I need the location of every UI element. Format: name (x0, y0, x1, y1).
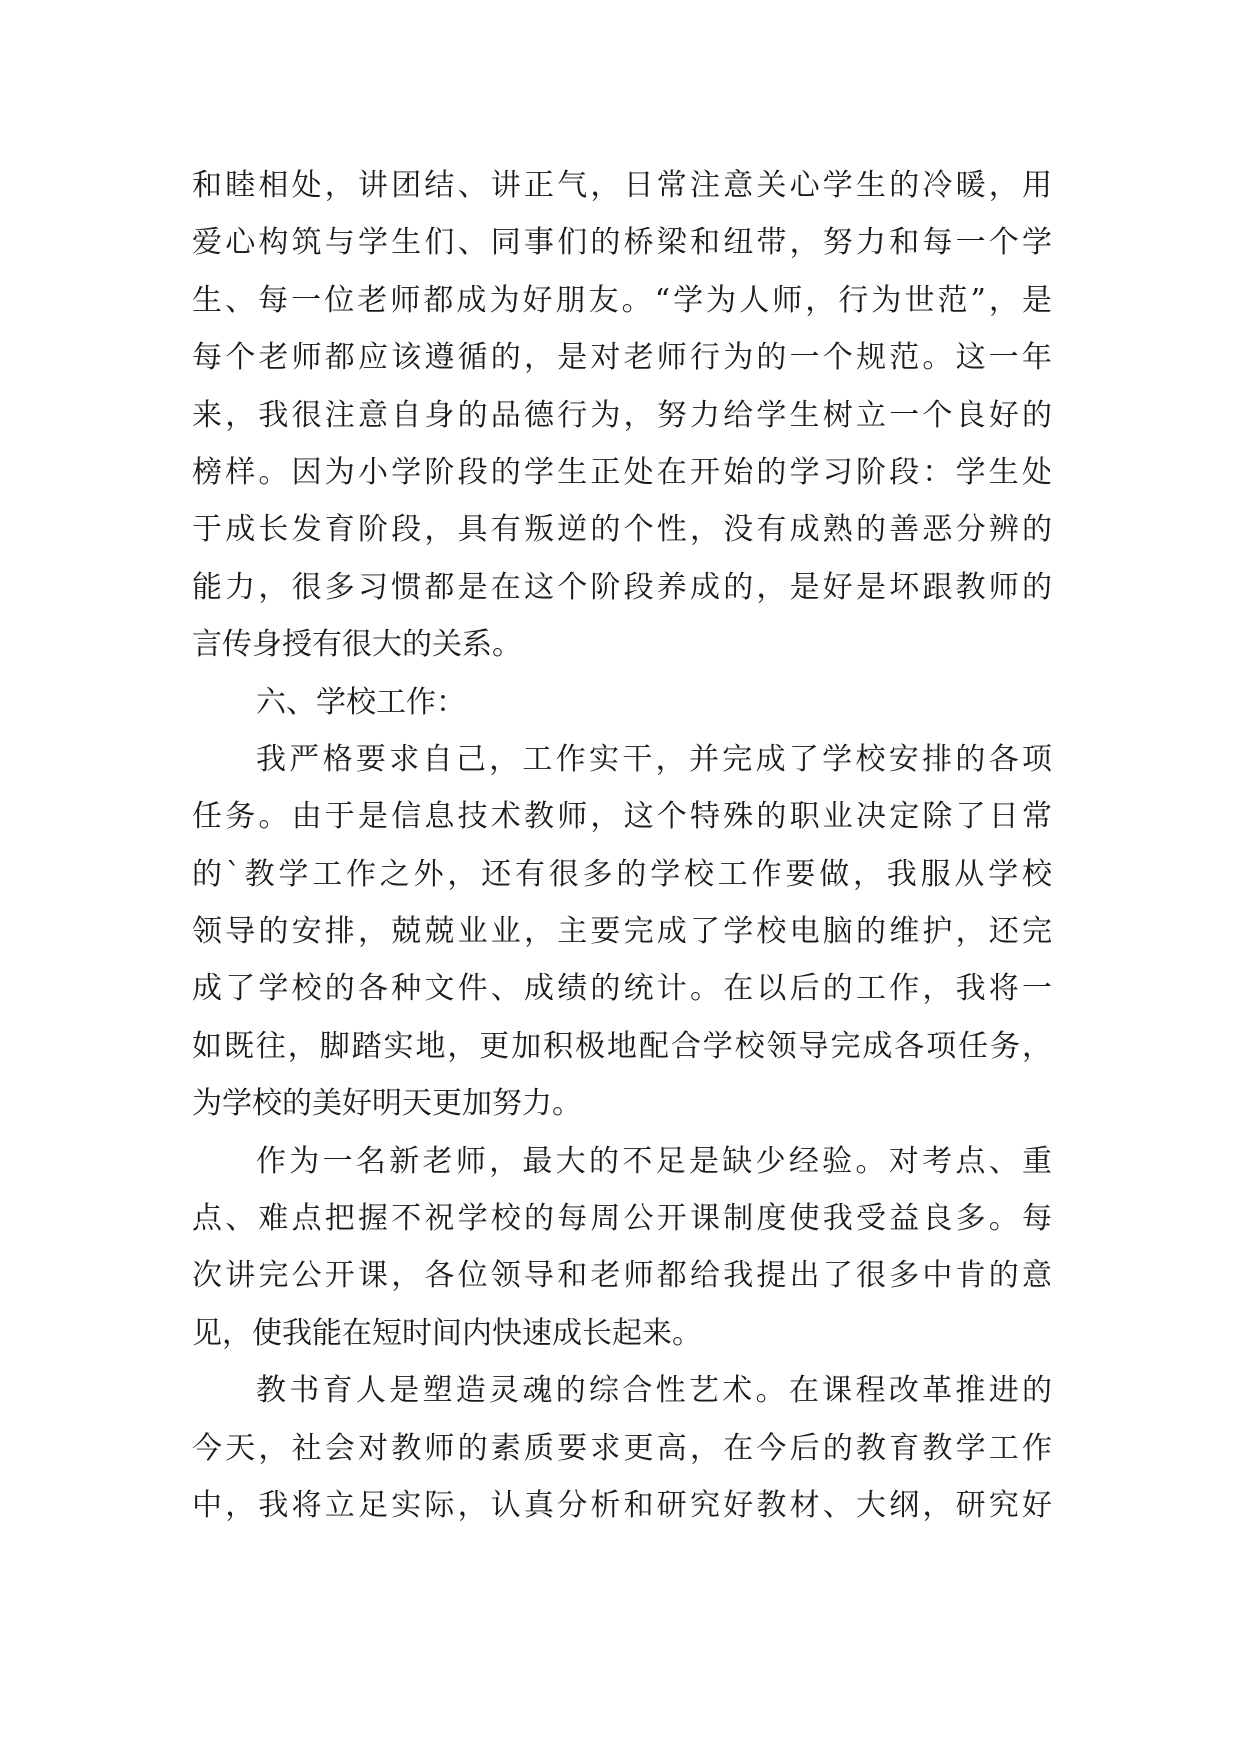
text-line: 任务。由于是信息技术教师，这个特殊的职业决定除了日常 (192, 799, 1052, 835)
document-body (192, 157, 1052, 1534)
text-line: 生、每一位老师都成为好朋友。“学为人师，行为世范”，是 (192, 282, 1052, 318)
text-line: 领导的安排，兢兢业业，主要完成了学校电脑的维护，还完 (192, 914, 1052, 950)
text-line: 于成长发育阶段，具有叛逆的个性，没有成熟的善恶分辨的 (192, 512, 1052, 548)
text-line: 的`教学工作之外，还有很多的学校工作要做，我服从学校 (192, 856, 1052, 892)
text-line: 如既往，脚踏实地，更加积极地配合学校领导完成各项任务， (192, 1028, 1052, 1064)
text-line: 为学校的美好明天更加努力。 (192, 1086, 582, 1122)
text-line: 爱心构筑与学生们、同事们的桥梁和纽带，努力和每一个学 (192, 225, 1052, 261)
text-line: 和睦相处，讲团结、讲正气，日常注意关心学生的冷暖，用 (192, 168, 1052, 203)
text-line: 作为一名新老师，最大的不足是缺少经验。对考点、重 (256, 1143, 1052, 1179)
text-line: 我严格要求自己，工作实干，并完成了学校安排的各项 (256, 741, 1052, 777)
text-line: 教书育人是塑造灵魂的综合性艺术。在课程改革推进的 (256, 1373, 1052, 1409)
text-line: 言传身授有很大的关系。 (192, 627, 522, 663)
text-line: 每个老师都应该遵循的，是对老师行为的一个规范。这一年 (192, 340, 1052, 376)
text-line: 成了学校的各种文件、成绩的统计。在以后的工作，我将一 (192, 971, 1052, 1007)
text-line: 来，我很注意自身的品德行为，努力给学生树立一个良好的 (192, 397, 1052, 433)
text-line: 次讲完公开课，各位领导和老师都给我提出了很多中肯的意 (192, 1258, 1052, 1294)
text-line: 今天，社会对教师的素质要求更高，在今后的教育教学工作 (192, 1430, 1052, 1466)
text-line: 点、难点把握不祝学校的每周公开课制度使我受益良多。每 (192, 1201, 1052, 1237)
text-line: 能力，很多习惯都是在这个阶段养成的，是好是坏跟教师的 (192, 569, 1052, 605)
text-line: 见，使我能在短时间内快速成长起来。 (192, 1315, 702, 1351)
section-heading: 六、学校工作： (256, 684, 466, 720)
text-line: 中，我将立足实际，认真分析和研究好教材、大纲，研究好 (192, 1487, 1052, 1523)
text-line: 榜样。因为小学阶段的学生正处在开始的学习阶段：学生处 (192, 454, 1052, 490)
